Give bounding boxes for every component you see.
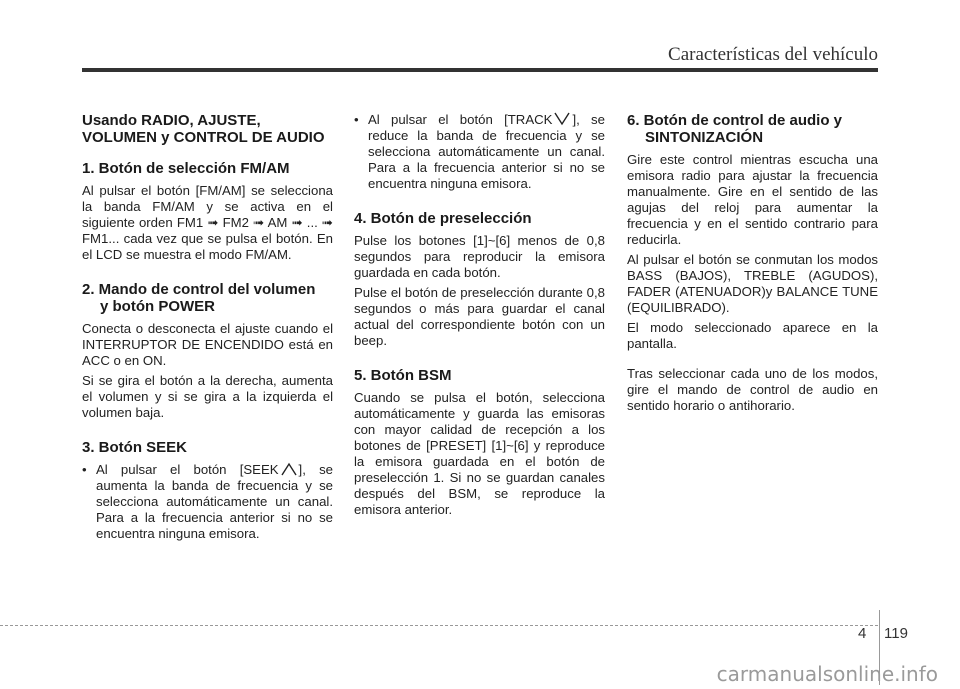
chevron-down-icon [552,112,572,126]
section-main-title: Usando RADIO, AJUSTE, VOLUMEN y CONTROL DE AUDIO [82,112,325,146]
section-volume-title: 2. Mando de control del volumen y botón POWER [82,281,316,315]
paragraph-audio-3: El modo seleccionado aparece en la pantalla. [627,320,878,351]
paragraph-audio-2: Al pulsar el botón se conmutan los modos BASS (BAJOS), TREBLE (AGUDOS), FADER (ATENUADOR)y BALANCE TUNE (EQUILIBRADO). [627,252,878,315]
header-title: Características del vehículo [668,44,878,65]
footer-rule [0,625,878,626]
paragraph-audio-1: Gire este control mientras escucha una emisora radio para ajustar la frecuencia manualmente. Gire en el sentido de las agujas del reloj para aumentar la frecuencia y en el sentido contrario para reducirla. [627,152,878,247]
paragraph-bsm: Cuando se pulsa el botón, selecciona automáticamente y guarda las emisoras con mayor calidad de recepción a los botones de [PRESET] [1]~[6] y reproduce la emisora guardada en el botón de preselección 1. Si no se guardan canales después del BSM, se reproduce la emisora anterior. [354,390,605,517]
column-1 [82,112,333,546]
section-fm-am-title: 1. Botón de selección FM/AM [82,160,290,177]
paragraph-volume-1: Conecta o desconecta el ajuste cuando el INTERRUPTOR DE ENCENDIDO está en ACC o en ON. [82,321,333,368]
watermark-text: carmanualsonline.info [716,662,938,686]
column-3 [627,112,878,418]
column-2 [354,112,605,522]
paragraph-audio-4: Tras seleccionar cada uno de los modos, gire el mando de control de audio en sentido horario o antihorario. [627,366,878,413]
paragraph-preset-2: Pulse el botón de preselección durante 0,8 segundos o más para guardar el canal actual del correspondiente botón con un beep. [354,285,605,348]
bullet-track: • Al pulsar el botón [TRACK ], se reduce la banda de frecuencia y se selecciona automáticamente un canal. Para a la frecuencia anterior si no se encuentra ninguna emisora. [354,112,605,191]
header-rule [82,68,878,72]
section-seek-title: 3. Botón SEEK [82,439,188,456]
section-audio-control-title: 6. Botón de control de audio y SINTONIZACIÓN [627,112,843,146]
chevron-up-icon [279,462,299,476]
section-preset-title: 4. Botón de preselección [354,210,532,227]
chapter-number: 4 [858,625,867,642]
section-bsm-title: 5. Botón BSM [354,367,452,384]
page-number: 119 [884,625,908,642]
paragraph-volume-2: Si se gira el botón a la derecha, aumenta el volumen y si se gira a la izquierda el volumen baja. [82,373,333,420]
paragraph-fm-am: Al pulsar el botón [FM/AM] se selecciona la banda FM/AM y se activa en el siguiente orden FM1 ➟ FM2 ➟ AM ➟ ... ➟ FM1... cada vez que se pulsa el botón. En el LCD se muestra el modo FM/AM. [82,183,333,262]
bullet-seek: • Al pulsar el botón [SEEK ], se aumenta la banda de frecuencia y se selecciona automáticamente un canal. Para a la frecuencia anterior si no se encuentra ninguna emisora. [82,462,333,541]
paragraph-preset-1: Pulse los botones [1]~[6] menos de 0,8 segundos para reproducir la emisora guardada en cada botón. [354,233,605,280]
